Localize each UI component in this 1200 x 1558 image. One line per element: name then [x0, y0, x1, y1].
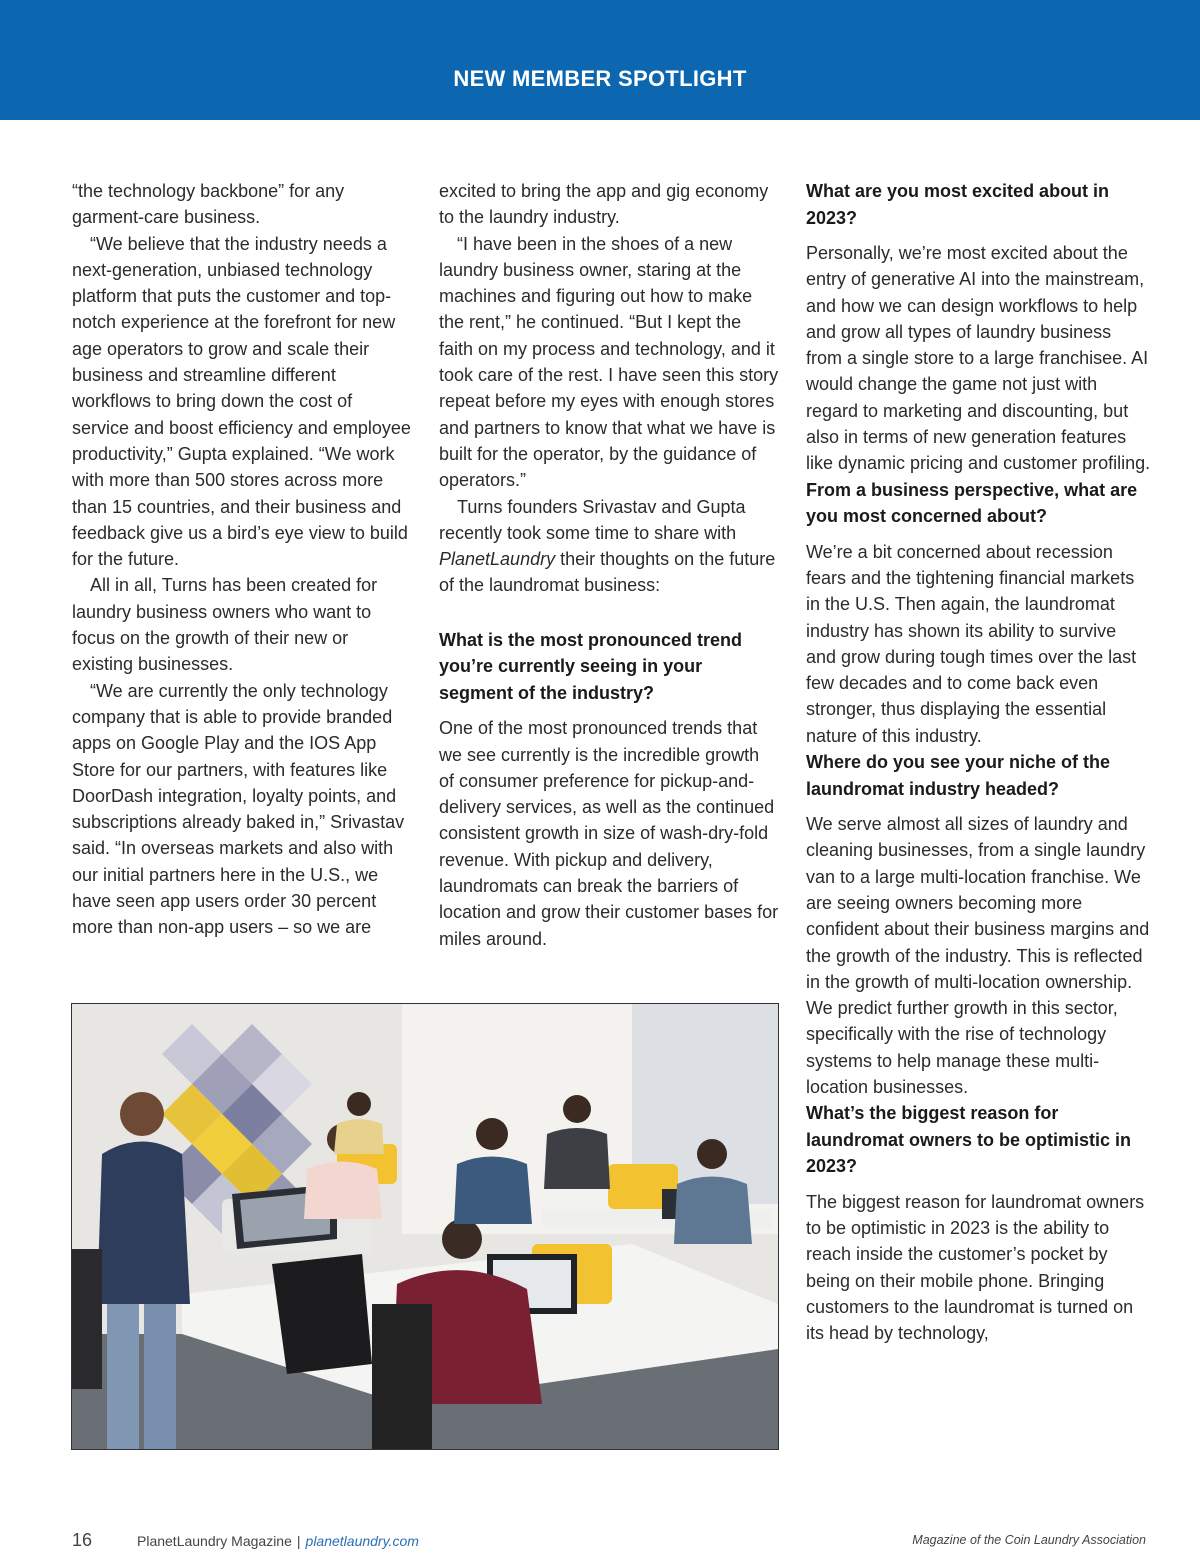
interview-answer: Personally, we’re most excited about the entry of generative AI into the mainstream, and how we can design workflows to help and grow all types of laundry business from a single store to a large franchisee. AI would change the game not just with regard to marketing and discounting, but also in terms of new generation features like dynamic pricing and customer profiling.: [806, 243, 1151, 474]
interview-question: From a business perspective, what are you most concerned about?: [806, 479, 1138, 527]
paragraph: excited to bring the app and gig economy to the laundry industry.: [439, 181, 769, 228]
article-column-2: [439, 178, 779, 952]
office-photo: [71, 1003, 779, 1450]
office-chair: [272, 1254, 372, 1374]
paragraph: “We are currently the only technology company that is able to provide branded apps on Google Play and the IOS App Store for our partners, with features like DoorDash integration, loyalty points, and subscriptions already baked in,” Srivastav said. “In overseas markets and also with our initial partners here in the U.S., we have seen app users order 30 percent more than non-app users – so we are: [72, 680, 405, 938]
interview-question: What is the most pronounced trend you’re currently seeing in your segment of the industry?: [439, 629, 743, 703]
interview-question: What’s the biggest reason for laundromat owners to be optimistic in 2023?: [806, 1103, 1132, 1177]
magazine-title: PlanetLaundry Magazine: [137, 1533, 292, 1549]
paragraph: Turns founders Srivastav and Gupta recently took some time to share with PlanetLaundry their thoughts on the future of the laundromat business:: [439, 496, 776, 596]
interview-answer: We’re a bit concerned about recession fears and the tightening financial markets in the U.S. Then again, the laundromat industry has shown its ability to survive and grow during tough times over the last few decades and to come back even stronger, thus displaying the essential nature of this industry.: [806, 541, 1137, 746]
interview-answer: One of the most pronounced trends that we see currently is the incredible growth of consumer preference for pickup-and-delivery services, as well as the continued consistent growth in size of wash-dry-fold revenue. With pickup and delivery, laundromats can break the barriers of location and grow their customer bases for miles around.: [439, 718, 779, 949]
footer-tagline: Magazine of the Coin Laundry Association: [912, 1533, 1146, 1547]
paragraph: “We believe that the industry needs a next-generation, unbiased technology platform that puts the customer and top-notch experience at the forefront for new age operators to grow and scale their business and streamline different workflows to bring down the cost of service and boost efficiency and employee productivity,” Gupta explained. “We work with more than 500 stores across more than 15 countries, and their business and feedback give us a bird’s eye view to build for the future.: [72, 233, 411, 570]
footer-magazine: [137, 1533, 419, 1549]
paragraph: “the technology backbone” for any garment-care business.: [72, 181, 345, 228]
section-banner: [0, 0, 1200, 120]
page-number: 16: [72, 1530, 93, 1550]
article-column-1: [72, 178, 412, 941]
footer-separator: |: [296, 1533, 301, 1549]
office-photo-illustration: [72, 1004, 778, 1449]
interview-answer: We serve almost all sizes of laundry and cleaning businesses, from a single laundry van to a large multi-location franchise. We are seeing owners becoming more confident about their business margins and the growth of the industry. This is reflected in the growth of multi-location ownership. We predict further growth in this sector, specifically with the rise of technology systems to help manage these multi-location businesses.: [806, 814, 1150, 1098]
article-column-3: [806, 178, 1151, 1347]
magazine-name: PlanetLaundry: [439, 549, 556, 570]
paragraph: All in all, Turns has been created for laundry business owners who want to focus on the growth of their new or existing businesses.: [72, 575, 378, 675]
section-title: NEW MEMBER SPOTLIGHT: [453, 66, 747, 91]
interview-answer: The biggest reason for laundromat owners to be optimistic in 2023 is the ability to reach inside the customer’s pocket by being on their mobile phone. Bringing customers to the laundromat is turned on its head by technology,: [806, 1191, 1145, 1344]
interview-question: What are you most excited about in 2023?: [806, 181, 1110, 228]
website-link[interactable]: planetlaundry.com: [305, 1533, 419, 1549]
paragraph: “I have been in the shoes of a new laundry business owner, staring at the machines and figuring out how to make the rent,” he continued. “But I kept the faith on my process and technology, and it took care of the rest. I have seen this story repeat before my eyes with enough stores and partners to know that what we have is built for the operator, by the guidance of operators.”: [439, 233, 779, 491]
interview-question: Where do you see your niche of the laundromat industry headed?: [806, 752, 1111, 799]
